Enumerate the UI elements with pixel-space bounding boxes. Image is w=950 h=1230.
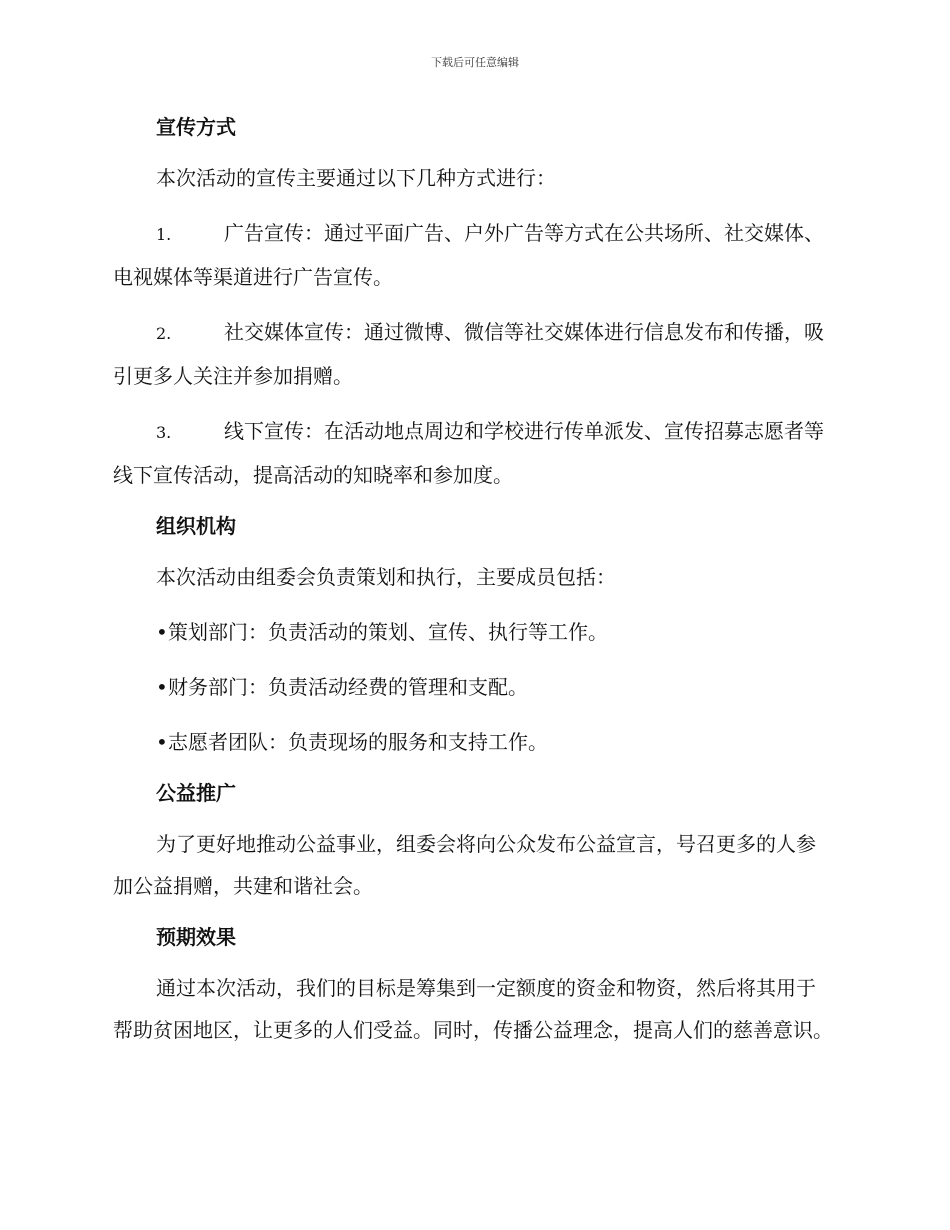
section-heading-effect: 预期效果 [156,925,236,949]
list-number: 2. [156,324,172,343]
organization-item-planning [113,611,833,653]
organization-intro: 本次活动由组委会负责策划和执行，主要成员包括： [156,565,616,589]
list-item-text: 策划部门：负责活动的策划、宣传、执行等工作。 [168,620,608,644]
organization-item-finance [113,666,833,708]
section-heading-publicity: 宣传方式 [156,115,236,139]
effect-text: 通过本次活动，我们的目标是筹集到一定额度的资金和物资，然后将其用于帮助贫困地区，让更多的人们受益。同时，传播公益理念，提高人们的慈善意识。 [113,976,833,1042]
publicity-item-2 [113,311,833,397]
list-item-text: 志愿者团队：负责现场的服务和支持工作。 [168,730,548,754]
list-item-text: 社交媒体宣传：通过微博、微信等社交媒体进行信息发布和传播，吸引更多人关注并参加捐赠。 [113,320,824,388]
list-number: 1. [156,225,172,244]
bullet-icon: • [156,620,168,644]
section-heading-organization: 组织机构 [156,514,236,538]
list-number: 3. [156,423,172,442]
list-item-text: 财务部门：负责活动经费的管理和支配。 [168,675,528,699]
organization-item-volunteers [113,721,833,763]
publicity-item-1 [113,212,833,298]
bullet-icon: • [156,675,168,699]
publicity-item-3 [113,410,833,496]
header-note: 下载后可任意编辑 [431,56,519,69]
list-item-text: 线下宣传：在活动地点周边和学校进行传单派发、宣传招募志愿者等线下宣传活动，提高活动的知晓率和参加度。 [113,419,824,487]
publicity-intro: 本次活动的宣传主要通过以下几种方式进行： [156,166,556,190]
document-body [113,110,833,1051]
charity-text: 为了更好地推动公益事业，组委会将向公众发布公益宣言，号召更多的人参加公益捐赠，共建和谐社会。 [113,832,816,898]
bullet-icon: • [156,730,168,754]
section-heading-charity: 公益推广 [156,781,236,805]
list-item-text: 广告宣传：通过平面广告、户外广告等方式在公共场所、社交媒体、电视媒体等渠道进行广告宣传。 [113,221,824,289]
